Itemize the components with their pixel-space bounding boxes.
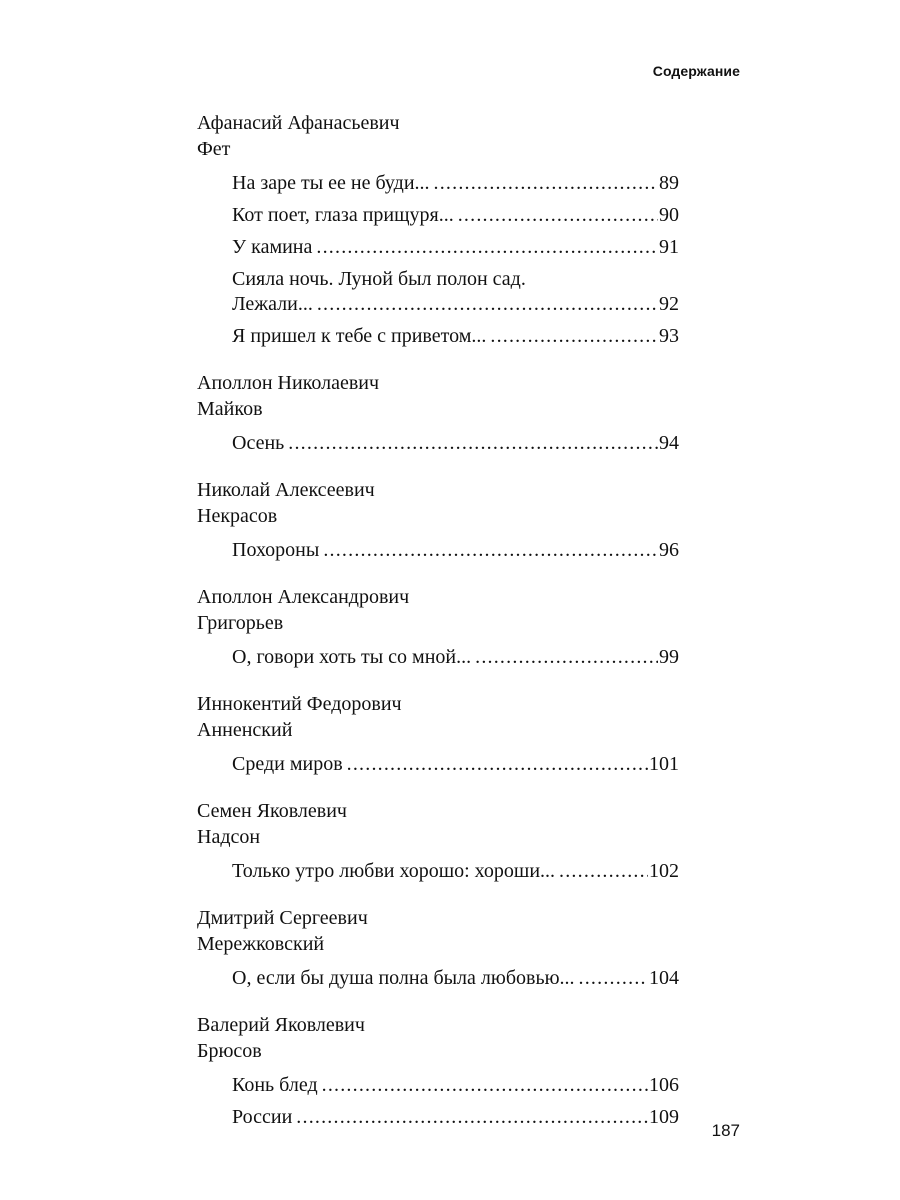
toc-entries [197,859,679,884]
entry-title: России [232,1106,293,1128]
dot-leader [296,1105,648,1130]
entry-title: Среди миров [232,753,343,775]
author-heading [197,370,679,422]
entry-page-number: 99 [659,646,679,668]
author-heading [197,691,679,743]
author-first-name: Иннокентий Федорович [197,693,402,715]
entry-page-number: 109 [649,1106,679,1128]
entry-title: У камина [232,236,313,258]
dot-leader [434,171,658,196]
author-heading [197,905,679,957]
entry-title: Я пришел к тебе с приветом... [232,325,487,347]
table-of-contents [197,110,679,1151]
author-last-name: Майков [197,398,263,420]
toc-section-bryusov [197,1012,679,1130]
dot-leader [579,966,648,991]
author-first-name: Валерий Яковлевич [197,1014,365,1036]
toc-section-merezhkovsky [197,905,679,991]
author-first-name: Николай Алексеевич [197,479,375,501]
dot-leader [475,645,658,670]
entry-title: О, говори хоть ты со мной... [232,646,472,668]
toc-entry[interactable] [197,645,679,670]
entry-page-number: 104 [649,967,679,989]
entry-title: Конь блед [232,1074,318,1096]
toc-entry[interactable] [197,859,679,884]
entry-title: На заре ты ее не буди... [232,172,430,194]
author-heading [197,1012,679,1064]
toc-entries [197,752,679,777]
toc-section-maikov [197,370,679,456]
author-heading [197,110,679,162]
toc-entry[interactable] [197,235,679,260]
author-last-name: Фет [197,138,231,160]
author-last-name: Анненский [197,719,293,741]
author-heading [197,798,679,850]
toc-entries [197,645,679,670]
entry-title: Кот поет, глаза прищуря... [232,204,454,226]
entry-title: Похороны [232,539,320,561]
entry-title: Только утро любви хорошо: хороши... [232,860,556,882]
entry-page-number: 90 [659,204,679,226]
entry-page-number: 93 [659,325,679,347]
toc-entries [197,171,679,349]
toc-entry[interactable] [197,966,679,991]
toc-section-annensky [197,691,679,777]
toc-entry[interactable] [197,431,679,456]
dot-leader [490,324,658,349]
entry-title: Осень [232,432,285,454]
entry-page-number: 101 [649,753,679,775]
toc-entry[interactable] [197,1073,679,1098]
toc-entries [197,431,679,456]
toc-entries [197,1073,679,1130]
page-number: 187 [711,1121,740,1140]
entry-page-number: 91 [659,236,679,258]
dot-leader [323,538,658,563]
entry-page-number: 106 [649,1074,679,1096]
entry-page-number: 102 [649,860,679,882]
dot-leader [317,292,658,317]
author-heading [197,584,679,636]
entry-page-number: 89 [659,172,679,194]
author-last-name: Григорьев [197,612,284,634]
dot-leader [322,1073,648,1098]
dot-leader [316,235,658,260]
author-first-name: Аполлон Николаевич [197,372,380,394]
toc-entries [197,538,679,563]
dot-leader [559,859,648,884]
entry-page-number: 96 [659,539,679,561]
toc-entry[interactable] [197,1105,679,1130]
author-last-name: Надсон [197,826,261,848]
toc-entry[interactable] [197,324,679,349]
toc-section-nekrasov [197,477,679,563]
author-first-name: Аполлон Александрович [197,586,410,608]
author-last-name: Некрасов [197,505,278,527]
author-first-name: Семен Яковлевич [197,800,347,822]
toc-entry[interactable] [197,538,679,563]
author-first-name: Афанасий Афанасьевич [197,112,400,134]
entry-title: Лежали... [232,293,313,315]
dot-leader [347,752,648,777]
entry-title-line1: Сияла ночь. Луной был полон сад. [232,268,526,290]
entry-title: О, если бы душа полна была любовью... [232,967,575,989]
toc-entry[interactable] [197,267,679,317]
toc-entry[interactable] [197,203,679,228]
author-last-name: Мережковский [197,933,325,955]
entry-page-number: 94 [659,432,679,454]
author-last-name: Брюсов [197,1040,262,1062]
author-heading [197,477,679,529]
toc-entry[interactable] [197,752,679,777]
toc-entries [197,966,679,991]
toc-section-nadson [197,798,679,884]
author-first-name: Дмитрий Сергеевич [197,907,368,929]
dot-leader [458,203,658,228]
toc-entry[interactable] [197,171,679,196]
toc-section-fet [197,110,679,349]
toc-section-grigoriev [197,584,679,670]
dot-leader [288,431,658,456]
running-head: Содержание [652,63,740,79]
entry-page-number: 92 [659,293,679,315]
